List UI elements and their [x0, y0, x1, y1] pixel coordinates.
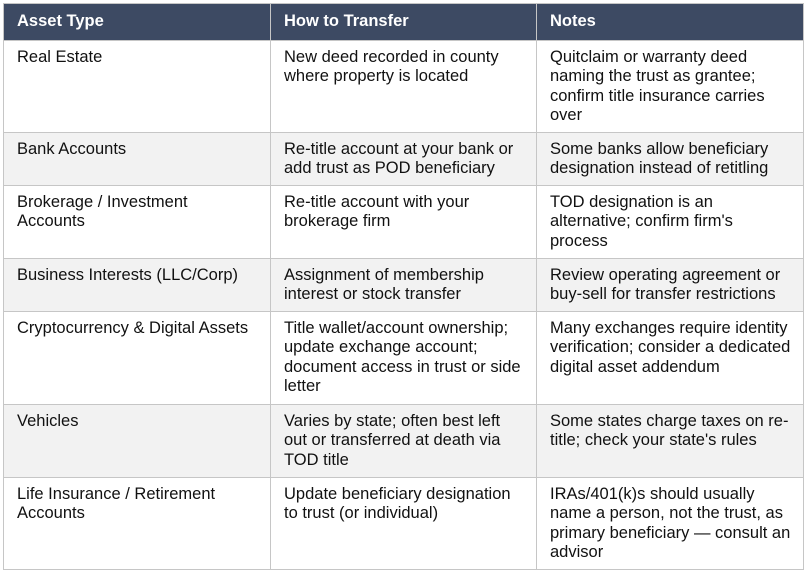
- notes-cell: TOD designation is an alternative; confirm firm's process: [537, 185, 804, 258]
- table-row: [4, 258, 804, 311]
- asset-type-cell: Life Insurance / Retirement Accounts: [4, 477, 271, 569]
- notes-cell: Some banks allow beneficiary designation instead of retitling: [537, 132, 804, 185]
- header-notes: Notes: [537, 4, 804, 41]
- notes-cell: Review operating agreement or buy-sell for transfer restrictions: [537, 258, 804, 311]
- transfer-cell: Varies by state; often best left out or transferred at death via TOD title: [271, 404, 537, 477]
- asset-type-cell: Business Interests (LLC/Corp): [4, 258, 271, 311]
- notes-cell: IRAs/401(k)s should usually name a person, not the trust, as primary beneficiary — consult an advisor: [537, 477, 804, 569]
- transfer-cell: New deed recorded in county where property is located: [271, 40, 537, 132]
- transfer-cell: Re-title account with your brokerage firm: [271, 185, 537, 258]
- transfer-cell: Title wallet/account ownership; update exchange account; document access in trust or side letter: [271, 311, 537, 404]
- header-how-to-transfer: How to Transfer: [271, 4, 537, 41]
- table-row: [4, 185, 804, 258]
- notes-cell: Some states charge taxes on re-title; check your state's rules: [537, 404, 804, 477]
- transfer-cell: Assignment of membership interest or stock transfer: [271, 258, 537, 311]
- table-row: [4, 311, 804, 404]
- table-row: [4, 40, 804, 132]
- header-asset-type: Asset Type: [4, 4, 271, 41]
- transfer-cell: Update beneficiary designation to trust (or individual): [271, 477, 537, 569]
- asset-type-cell: Vehicles: [4, 404, 271, 477]
- transfer-cell: Re-title account at your bank or add trust as POD beneficiary: [271, 132, 537, 185]
- asset-type-cell: Bank Accounts: [4, 132, 271, 185]
- asset-type-cell: Brokerage / Investment Accounts: [4, 185, 271, 258]
- asset-type-cell: Cryptocurrency & Digital Assets: [4, 311, 271, 404]
- notes-cell: Many exchanges require identity verification; consider a dedicated digital asset addendum: [537, 311, 804, 404]
- table-header-row: [4, 4, 804, 41]
- asset-type-cell: Real Estate: [4, 40, 271, 132]
- asset-transfer-table: [3, 3, 804, 570]
- table-row: [4, 404, 804, 477]
- table-row: [4, 477, 804, 569]
- notes-cell: Quitclaim or warranty deed naming the trust as grantee; confirm title insurance carries over: [537, 40, 804, 132]
- table-row: [4, 132, 804, 185]
